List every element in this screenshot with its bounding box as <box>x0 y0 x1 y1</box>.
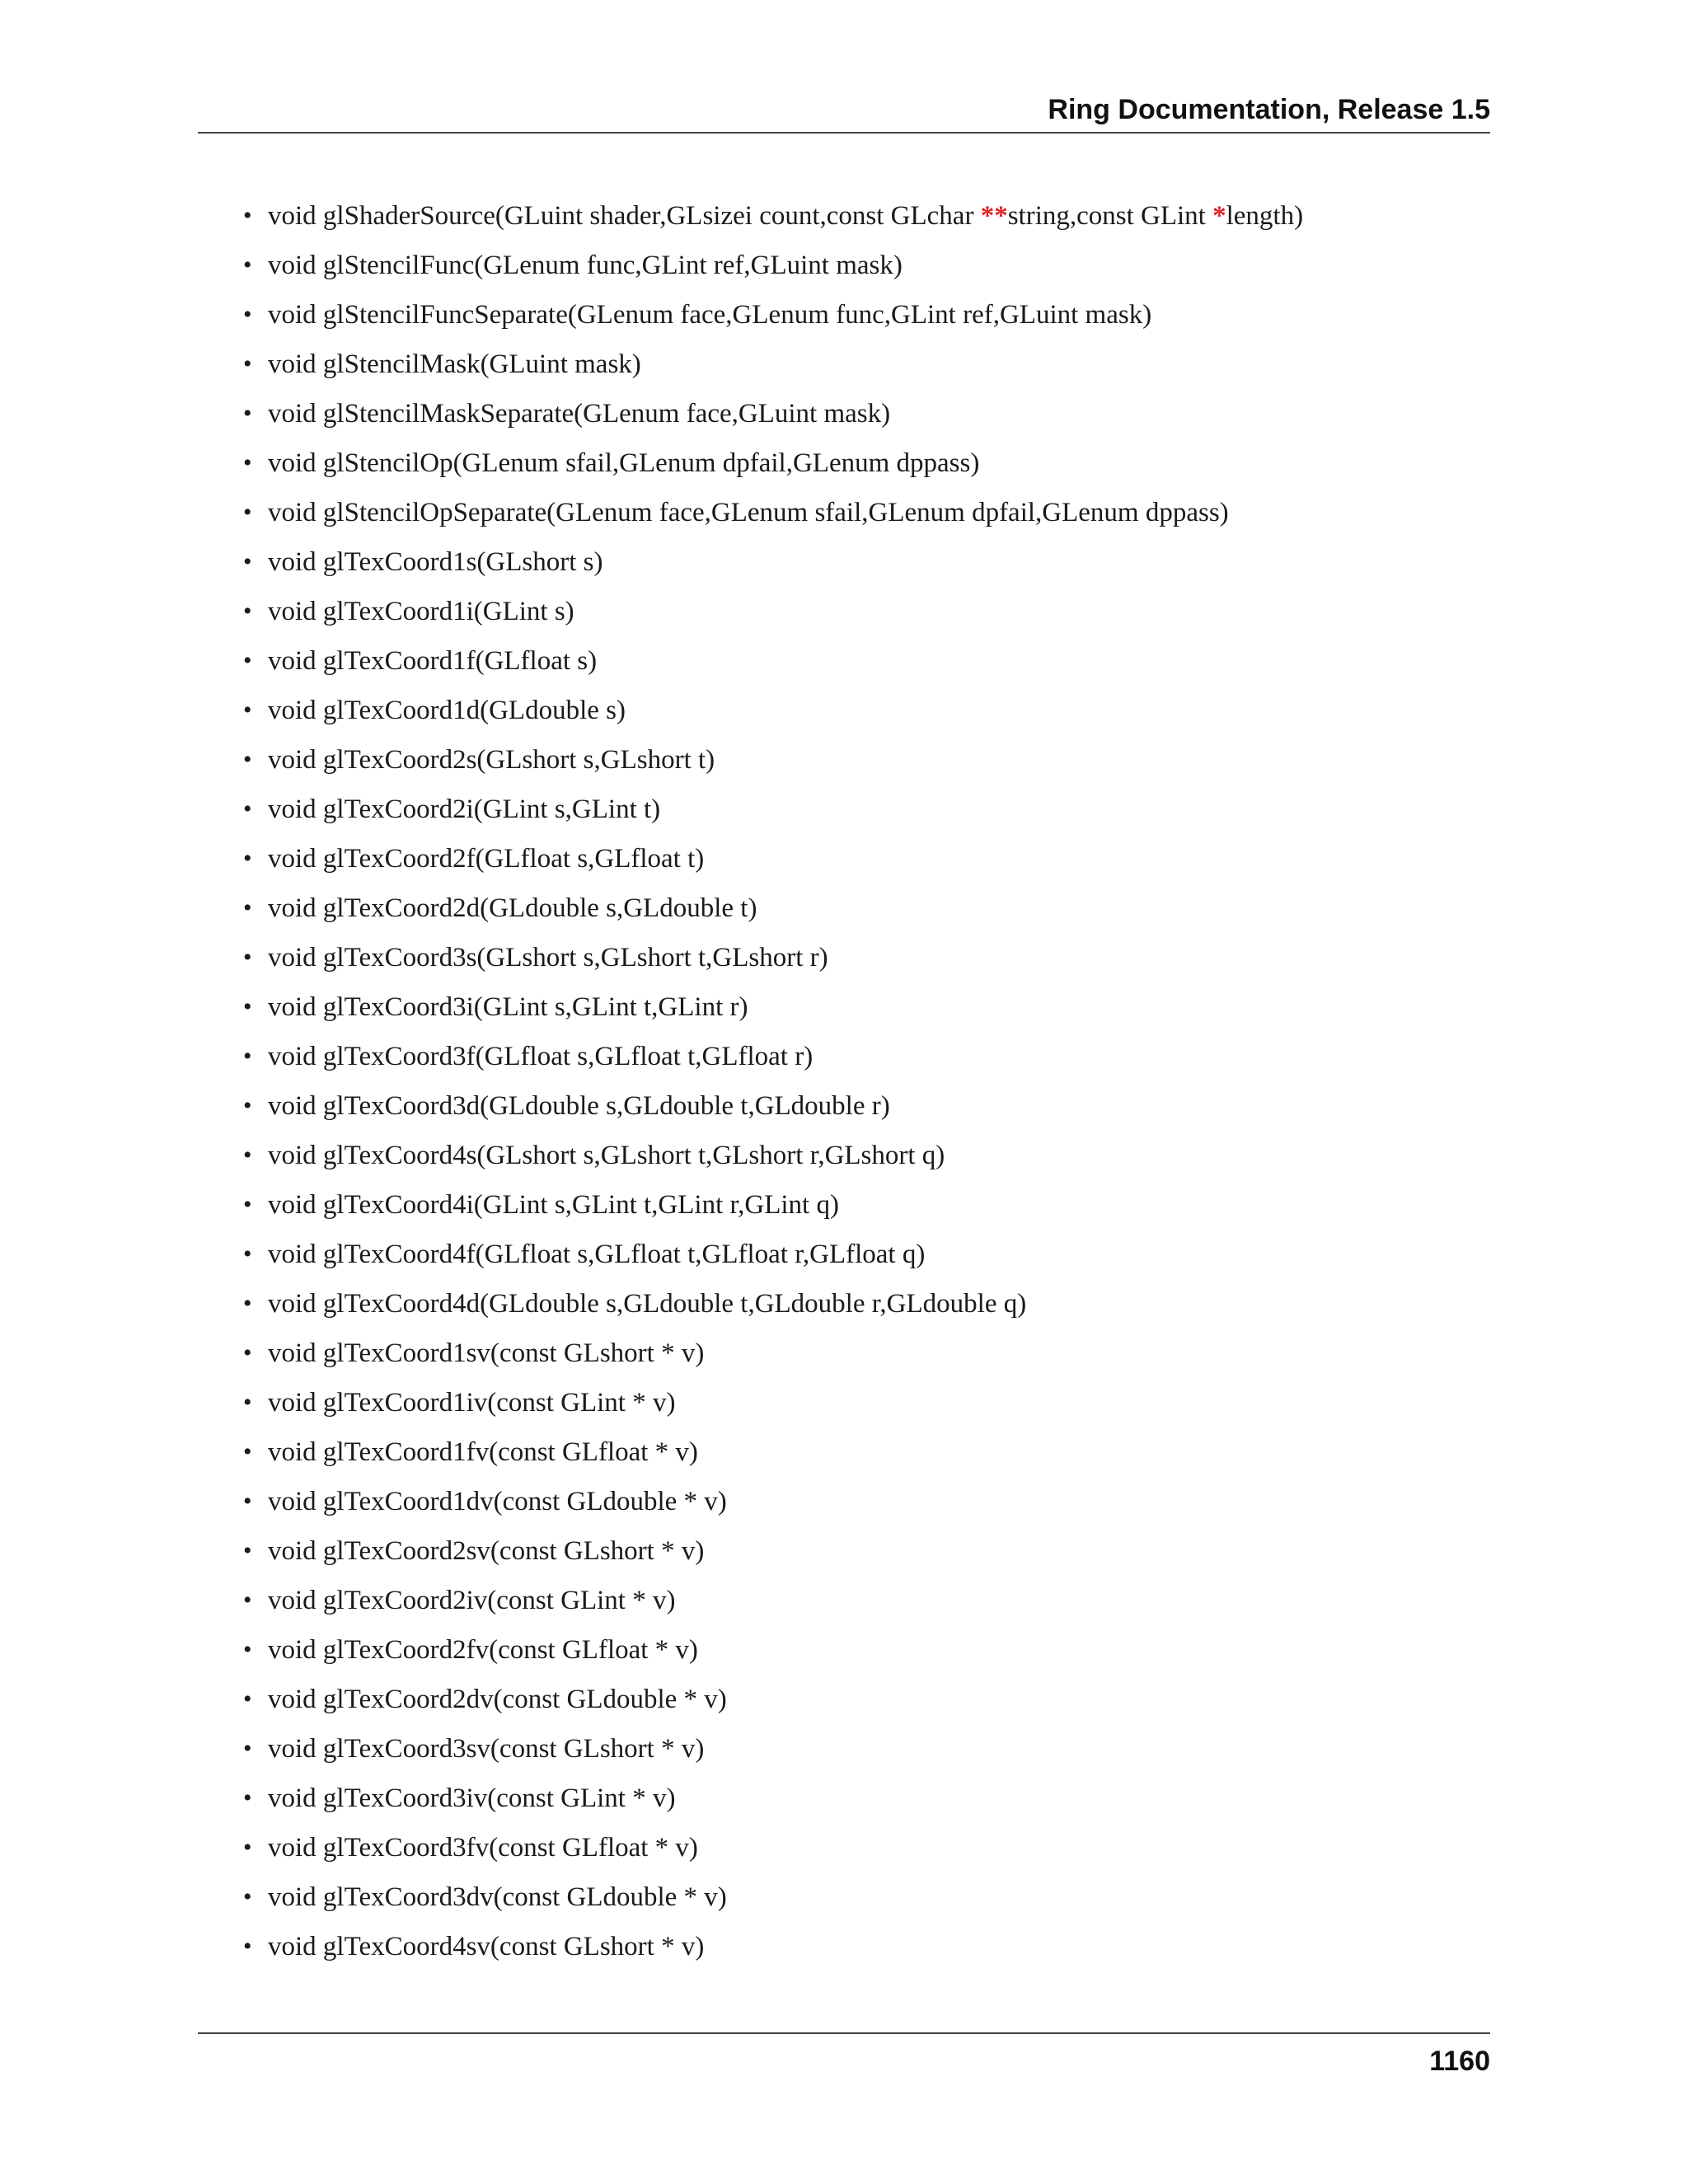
list-item-text: void glStencilFuncSeparate(GLenum face,GLenum func,GLint ref,GLuint mask) <box>268 300 1152 330</box>
list-item <box>198 1675 1490 1724</box>
list-item <box>198 834 1490 883</box>
list-item-text: void glStencilFunc(GLenum func,GLint ref,GLuint mask) <box>268 251 903 280</box>
bullet-icon: • <box>243 598 252 625</box>
bullet-icon: • <box>243 696 252 724</box>
list-item-text: void glTexCoord1fv(const GLfloat * v) <box>268 1437 698 1467</box>
list-item <box>198 1081 1490 1131</box>
list-item <box>198 1427 1490 1477</box>
list-item-text: void glTexCoord2f(GLfloat s,GLfloat t) <box>268 844 705 874</box>
list-item-text: void glTexCoord4i(GLint s,GLint t,GLint r,GLint q) <box>268 1190 839 1220</box>
list-item-text: void glTexCoord3sv(const GLshort * v) <box>268 1734 705 1764</box>
bullet-icon: • <box>243 1933 252 1960</box>
list-item-text: void glTexCoord3s(GLshort s,GLshort t,GLshort r) <box>268 943 828 972</box>
bullet-icon: • <box>243 1240 252 1268</box>
list-item-text: void glTexCoord2dv(const GLdouble * v) <box>268 1685 727 1714</box>
list-item <box>198 1279 1490 1329</box>
list-item-text: void glTexCoord4f(GLfloat s,GLfloat t,GLfloat r,GLfloat q) <box>268 1240 926 1269</box>
list-item <box>198 1032 1490 1081</box>
list-item <box>198 1922 1490 1971</box>
bullet-icon: • <box>243 944 252 971</box>
bullet-icon: • <box>243 1784 252 1811</box>
list-item <box>198 241 1490 290</box>
list-item-text: void glTexCoord2s(GLshort s,GLshort t) <box>268 745 715 775</box>
bullet-icon: • <box>243 1389 252 1416</box>
list-item-text: void glTexCoord2i(GLint s,GLint t) <box>268 794 661 824</box>
list-item <box>198 389 1490 438</box>
list-item-text: void glTexCoord4sv(const GLshort * v) <box>268 1932 705 1961</box>
list-item <box>198 933 1490 982</box>
bullet-icon: • <box>243 1290 252 1317</box>
bullet-icon: • <box>243 548 252 575</box>
bullet-icon: • <box>243 1537 252 1564</box>
bullet-icon: • <box>243 251 252 279</box>
list-item-text: void glTexCoord1i(GLint s) <box>268 597 574 626</box>
bullet-icon: • <box>243 993 252 1020</box>
list-item-text: void glTexCoord3dv(const GLdouble * v) <box>268 1882 727 1912</box>
bullet-icon: • <box>243 1883 252 1910</box>
list-item-text: void glTexCoord2iv(const GLint * v) <box>268 1586 676 1615</box>
list-item-text: void glTexCoord4s(GLshort s,GLshort t,GLshort r,GLshort q) <box>268 1141 945 1170</box>
list-item-text: void glTexCoord2fv(const GLfloat * v) <box>268 1635 698 1665</box>
list-item <box>198 686 1490 735</box>
bullet-icon: • <box>243 1092 252 1119</box>
bullet-icon: • <box>243 1141 252 1169</box>
emphasis-mark: * <box>1212 201 1226 231</box>
list-item-text: void glStencilOp(GLenum sfail,GLenum dpfail,GLenum dppass) <box>268 448 980 478</box>
list-item-text: void glTexCoord2d(GLdouble s,GLdouble t) <box>268 893 757 923</box>
list-item <box>198 1329 1490 1378</box>
page-header <box>198 92 1490 134</box>
bullet-icon: • <box>243 1834 252 1861</box>
list-item-text: void glTexCoord4d(GLdouble s,GLdouble t,GLdouble r,GLdouble q) <box>268 1289 1027 1319</box>
list-item <box>198 785 1490 834</box>
list-item <box>198 1230 1490 1279</box>
page-content <box>198 191 1490 1971</box>
bullet-icon: • <box>243 795 252 823</box>
bullet-icon: • <box>243 1488 252 1515</box>
page-footer <box>198 2032 1490 2077</box>
list-item-text: void glTexCoord1s(GLshort s) <box>268 547 603 577</box>
list-item-text: void glTexCoord3fv(const GLfloat * v) <box>268 1833 698 1863</box>
list-item-text: void glTexCoord2sv(const GLshort * v) <box>268 1536 705 1566</box>
bullet-icon: • <box>243 746 252 773</box>
bullet-icon: • <box>243 647 252 674</box>
bullet-icon: • <box>243 400 252 427</box>
bullet-icon: • <box>243 449 252 476</box>
document-title: Ring Documentation, Release 1.5 <box>1048 94 1490 125</box>
bullet-icon: • <box>243 1735 252 1762</box>
list-item-text: void glStencilMaskSeparate(GLenum face,GLuint mask) <box>268 399 891 429</box>
list-item <box>198 290 1490 340</box>
bullet-icon: • <box>243 301 252 328</box>
bullet-icon: • <box>243 1586 252 1614</box>
bullet-icon: • <box>243 1043 252 1070</box>
bullet-icon: • <box>243 1191 252 1218</box>
bullet-icon: • <box>243 845 252 872</box>
list-item-text: void glTexCoord3f(GLfloat s,GLfloat t,GLfloat r) <box>268 1042 814 1071</box>
list-item-text: void glTexCoord1d(GLdouble s) <box>268 696 626 725</box>
bullet-icon: • <box>243 1438 252 1465</box>
list-item <box>198 1378 1490 1427</box>
list-item-text: void glShaderSource(GLuint shader,GLsizei count,const GLchar <box>268 201 981 231</box>
list-item <box>198 1180 1490 1230</box>
list-item <box>198 438 1490 488</box>
bullet-icon: • <box>243 1636 252 1663</box>
bullet-icon: • <box>243 1339 252 1366</box>
list-item <box>198 488 1490 537</box>
emphasis-mark: ** <box>980 201 1008 231</box>
list-item <box>198 1576 1490 1625</box>
list-item <box>198 340 1490 389</box>
list-item <box>198 982 1490 1032</box>
list-item <box>198 883 1490 933</box>
list-item <box>198 1131 1490 1180</box>
bullet-icon: • <box>243 1685 252 1713</box>
list-item-text: string,const GLint <box>1007 201 1213 231</box>
list-item <box>198 735 1490 785</box>
list-item <box>198 191 1490 241</box>
list-item-text: void glStencilMask(GLuint mask) <box>268 349 641 379</box>
list-item-text: void glStencilOpSeparate(GLenum face,GLenum sfail,GLenum dpfail,GLenum dppass) <box>268 498 1229 527</box>
list-item-text: void glTexCoord3i(GLint s,GLint t,GLint r) <box>268 992 748 1022</box>
list-item-text: void glTexCoord1f(GLfloat s) <box>268 646 598 676</box>
list-item <box>198 1477 1490 1526</box>
list-item <box>198 1526 1490 1576</box>
list-item-text: void glTexCoord3iv(const GLint * v) <box>268 1783 676 1813</box>
bullet-icon: • <box>243 202 252 229</box>
list-item-text: void glTexCoord1sv(const GLshort * v) <box>268 1338 705 1368</box>
list-item <box>198 1872 1490 1922</box>
bullet-icon: • <box>243 350 252 377</box>
list-item <box>198 1774 1490 1823</box>
function-list <box>198 191 1490 1971</box>
page-number: 1160 <box>1429 2046 1490 2077</box>
list-item-text: void glTexCoord1iv(const GLint * v) <box>268 1388 676 1418</box>
list-item <box>198 636 1490 686</box>
list-item <box>198 1724 1490 1774</box>
list-item <box>198 587 1490 636</box>
list-item <box>198 1625 1490 1675</box>
bullet-icon: • <box>243 499 252 526</box>
list-item-text: length) <box>1226 201 1304 231</box>
list-item <box>198 537 1490 587</box>
list-item-text: void glTexCoord3d(GLdouble s,GLdouble t,GLdouble r) <box>268 1091 890 1121</box>
bullet-icon: • <box>243 894 252 921</box>
list-item-text: void glTexCoord1dv(const GLdouble * v) <box>268 1487 727 1516</box>
list-item <box>198 1823 1490 1872</box>
